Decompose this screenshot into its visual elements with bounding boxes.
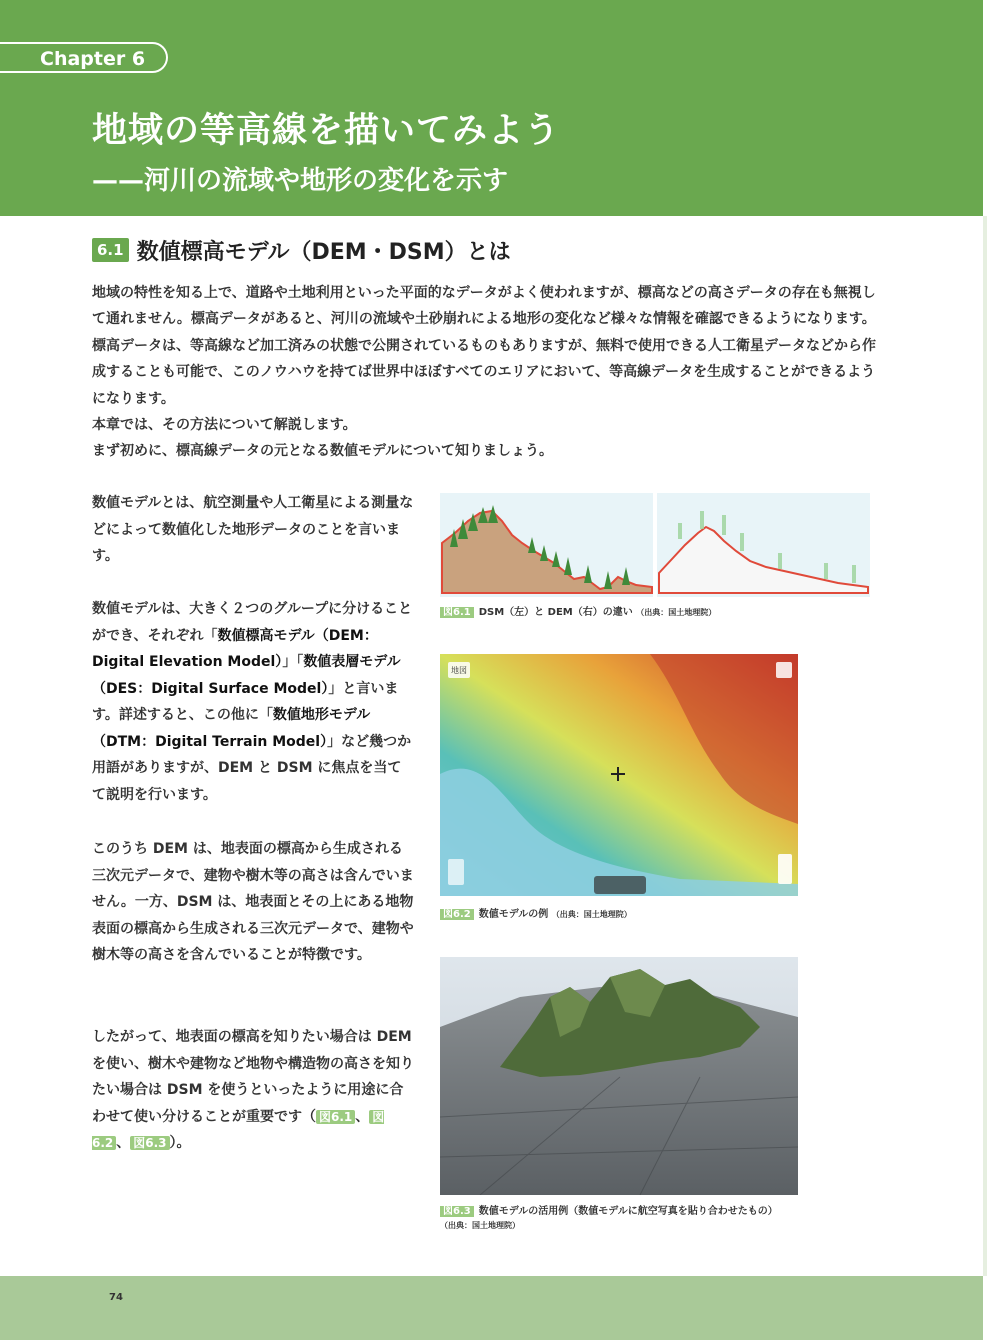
body-paragraph-3 [92,836,414,969]
chapter-label: Chapter 6 [0,42,168,73]
page-number: 74 [109,1292,123,1303]
figure-6-2-image [440,654,798,896]
figure-6-3-image [440,957,798,1195]
term-des: 数値表層モデル（DES：Digital Surface Model） [92,654,401,697]
intro-paragraph: 地域の特性を知る上で、道路や土地利用といった平面的なデータがよく使われますが、標高などの高さデータの存在も無視して通れません。標高データがあると、河川の流域や土砂崩れによる地形の変化など様々な情報を確認できるようになります。標高データは、等高線など加工済みの状態で公開されているものもありますが、無料で使用できる人工衛星データなどから作成することも可能で、このノウハウを持てば世界中ほぼすべてのエリアにおいて、等高線データを生成することができるようになります。 [92,285,876,407]
body-paragraph-1 [92,490,414,570]
page-subtitle: ——河川の流域や地形の変化を示す [92,166,509,196]
figure-6-1-image [440,493,870,597]
paragraph-text: このうち DEM は、地表面の標高から生成される三次元データで、建物や樹木等の高さは含んでいません。一方、DSM は、地表面とその上にある地物表面の標高から生成される三次元データで、建物や樹木等の高さを含んでいることが特徴です。 [92,841,414,963]
figure-ref-6-2[interactable]: 図6.2 [92,1109,385,1150]
figure-6-2-caption: 図6.2 数値モデルの例 （出典：国土地理院） [440,905,632,920]
map-button-label: 地図 [451,666,467,675]
figure-6-3-caption: 図6.3 数値モデルの活用例（数値モデルに航空写真を貼り合わせたもの） [440,1202,778,1217]
intro-paragraph: 本章では、その方法について解説します。 [92,417,357,434]
figure-6-1-caption: 図6.1 DSM（左）と DEM（右）の違い （出典：国土地理院） [440,603,716,618]
right-margin [983,0,1000,1340]
term-dtm: 数値地形モデル（DTM：Digital Terrain Model） [92,707,371,750]
term-dem: 数値標高モデル（DEM：Digital Elevation Model） [92,627,378,670]
figure-ref-6-1[interactable]: 図6.1 [316,1110,355,1124]
section-title: 数値標高モデル（DEM・DSM）とは [136,239,511,265]
section-number: 6.1 [92,238,129,262]
intro-text [92,280,882,465]
paragraph-text: 数値モデルとは、航空測量や人工衛星による測量などによって数値化した地形データのことを言います。 [92,495,414,564]
figure-ref-6-3[interactable]: 図6.3 [130,1136,169,1150]
page-footer [0,1276,983,1340]
body-paragraph-2: 数値モデルは、大きく２つのグループに分けることができ、それぞれ「数値標高モデル（DEM：Digital Elevation Model）」「数値表層モデル（DES：Digital Surface Model）」と言います。詳述すると、この他に「数値地形モデル（DTM：Digital Terrain Model）」など幾つか用語がありますが、DEM と DSM に焦点を当てて説明を行います。 [92,601,413,803]
body-paragraph-4: したがって、地表面の標高を知りたい場合は DEM を使い、樹木や建物など地物や構造物の高さを知りたい場合は DSM を使うといったように用途に合わせて使い分けることが重要です（ 図6.1 、 図6.2 、 図6.3 ）。 [92,1029,414,1151]
section-heading [92,234,511,266]
figure-6-3-source: （出典：国土地理院） [440,1221,520,1230]
page-title: 地域の等高線を描いてみよう [92,111,561,151]
intro-paragraph: まず初めに、標高線データの元となる数値モデルについて知りましょう。 [92,443,554,460]
